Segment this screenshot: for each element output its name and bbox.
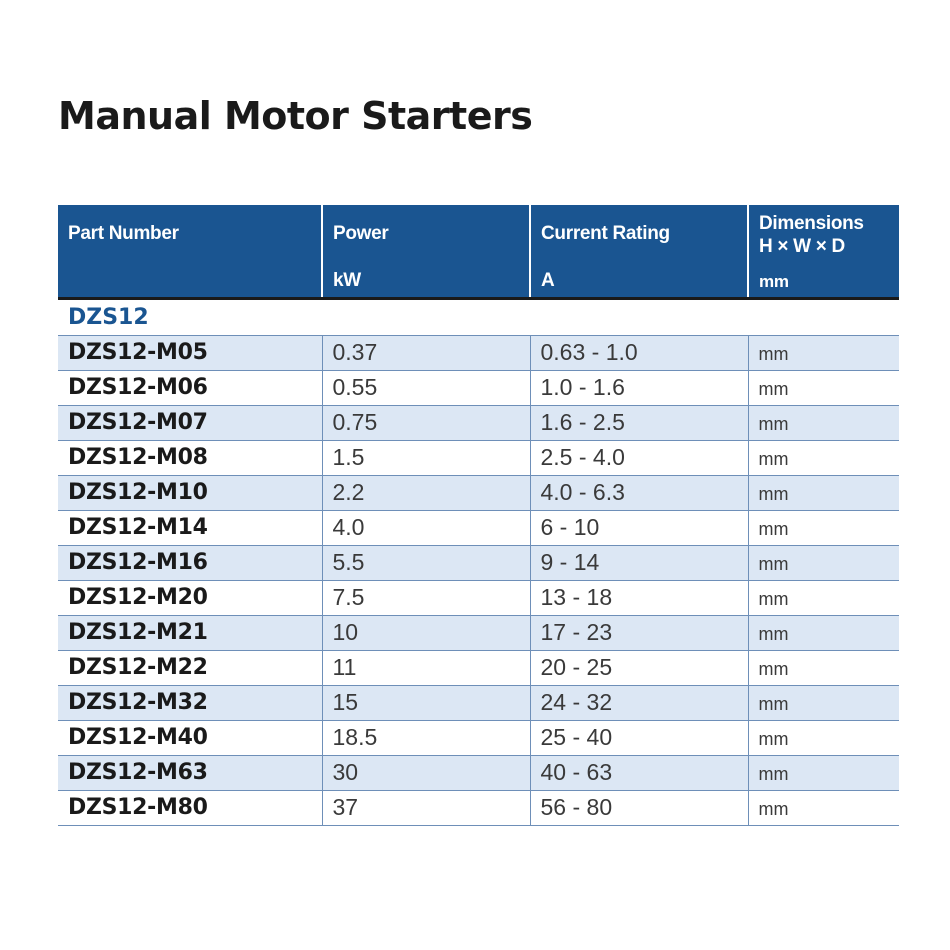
table-body	[58, 298, 899, 825]
dimensions-cell: mm	[748, 580, 899, 615]
dimensions-cell: mm	[748, 615, 899, 650]
header-power-unit: kW	[333, 270, 361, 291]
table-row	[58, 335, 899, 370]
part-number-cell: DZS12-M40	[58, 720, 322, 755]
table-row	[58, 510, 899, 545]
table-row	[58, 580, 899, 615]
part-number-cell: DZS12-M06	[58, 370, 322, 405]
table-row	[58, 545, 899, 580]
power-cell: 2.2	[322, 475, 530, 510]
part-number-cell: DZS12-M80	[58, 790, 322, 825]
part-number-cell: DZS12-M63	[58, 755, 322, 790]
current-rating-cell: 17 - 23	[530, 615, 748, 650]
dimensions-cell: mm	[748, 790, 899, 825]
power-cell: 0.55	[322, 370, 530, 405]
table-row	[58, 405, 899, 440]
part-number-cell: DZS12-M10	[58, 475, 322, 510]
dimensions-cell: mm	[748, 405, 899, 440]
part-number-cell: DZS12-M16	[58, 545, 322, 580]
part-number-cell: DZS12-M08	[58, 440, 322, 475]
dimensions-cell: mm	[748, 370, 899, 405]
dimensions-cell: mm	[748, 685, 899, 720]
current-rating-cell: 24 - 32	[530, 685, 748, 720]
current-rating-cell: 13 - 18	[530, 580, 748, 615]
header-dimensions-sub: H × W × D	[759, 236, 845, 257]
page-title: Manual Motor Starters	[58, 94, 533, 138]
header-power-label: Power	[333, 223, 389, 244]
group-row	[58, 298, 899, 335]
current-rating-cell: 4.0 - 6.3	[530, 475, 748, 510]
power-cell: 0.75	[322, 405, 530, 440]
dimensions-cell: mm	[748, 475, 899, 510]
table-row	[58, 440, 899, 475]
current-rating-cell: 1.6 - 2.5	[530, 405, 748, 440]
table-row	[58, 370, 899, 405]
dimensions-cell: mm	[748, 720, 899, 755]
current-rating-cell: 1.0 - 1.6	[530, 370, 748, 405]
table-row	[58, 650, 899, 685]
power-cell: 7.5	[322, 580, 530, 615]
table-row	[58, 615, 899, 650]
table-row	[58, 790, 899, 825]
power-cell: 18.5	[322, 720, 530, 755]
dimensions-cell: mm	[748, 510, 899, 545]
power-cell: 37	[322, 790, 530, 825]
part-number-cell: DZS12-M22	[58, 650, 322, 685]
power-cell: 15	[322, 685, 530, 720]
header-current-unit: A	[541, 270, 555, 291]
power-cell: 0.37	[322, 335, 530, 370]
group-empty-cell	[322, 298, 530, 335]
dimensions-cell: mm	[748, 440, 899, 475]
current-rating-cell: 25 - 40	[530, 720, 748, 755]
power-cell: 11	[322, 650, 530, 685]
header-part-number-label: Part Number	[68, 223, 179, 244]
header-dimensions-label	[759, 212, 864, 258]
part-number-cell: DZS12-M20	[58, 580, 322, 615]
group-empty-cell	[530, 298, 748, 335]
current-rating-cell: 56 - 80	[530, 790, 748, 825]
motor-starter-table	[58, 205, 899, 826]
group-label: DZS12	[58, 298, 322, 335]
header-part-number	[58, 205, 322, 298]
dimensions-cell: mm	[748, 650, 899, 685]
header-current-label: Current Rating	[541, 223, 670, 244]
header-dimensions-unit: mm	[759, 272, 789, 291]
table-header	[58, 205, 899, 298]
dimensions-cell: mm	[748, 335, 899, 370]
table-row	[58, 755, 899, 790]
header-current	[530, 205, 748, 298]
part-number-cell: DZS12-M21	[58, 615, 322, 650]
dimensions-cell: mm	[748, 545, 899, 580]
current-rating-cell: 6 - 10	[530, 510, 748, 545]
current-rating-cell: 40 - 63	[530, 755, 748, 790]
table-row	[58, 720, 899, 755]
current-rating-cell: 2.5 - 4.0	[530, 440, 748, 475]
power-cell: 30	[322, 755, 530, 790]
power-cell: 5.5	[322, 545, 530, 580]
dimensions-cell: mm	[748, 755, 899, 790]
current-rating-cell: 9 - 14	[530, 545, 748, 580]
header-power	[322, 205, 530, 298]
header-dimensions-title: Dimensions	[759, 213, 864, 234]
power-cell: 10	[322, 615, 530, 650]
part-number-cell: DZS12-M14	[58, 510, 322, 545]
table-row	[58, 685, 899, 720]
part-number-cell: DZS12-M07	[58, 405, 322, 440]
group-empty-cell	[748, 298, 899, 335]
part-number-cell: DZS12-M05	[58, 335, 322, 370]
part-number-cell: DZS12-M32	[58, 685, 322, 720]
power-cell: 4.0	[322, 510, 530, 545]
table-row	[58, 475, 899, 510]
current-rating-cell: 20 - 25	[530, 650, 748, 685]
header-dimensions	[748, 205, 899, 298]
current-rating-cell: 0.63 - 1.0	[530, 335, 748, 370]
power-cell: 1.5	[322, 440, 530, 475]
